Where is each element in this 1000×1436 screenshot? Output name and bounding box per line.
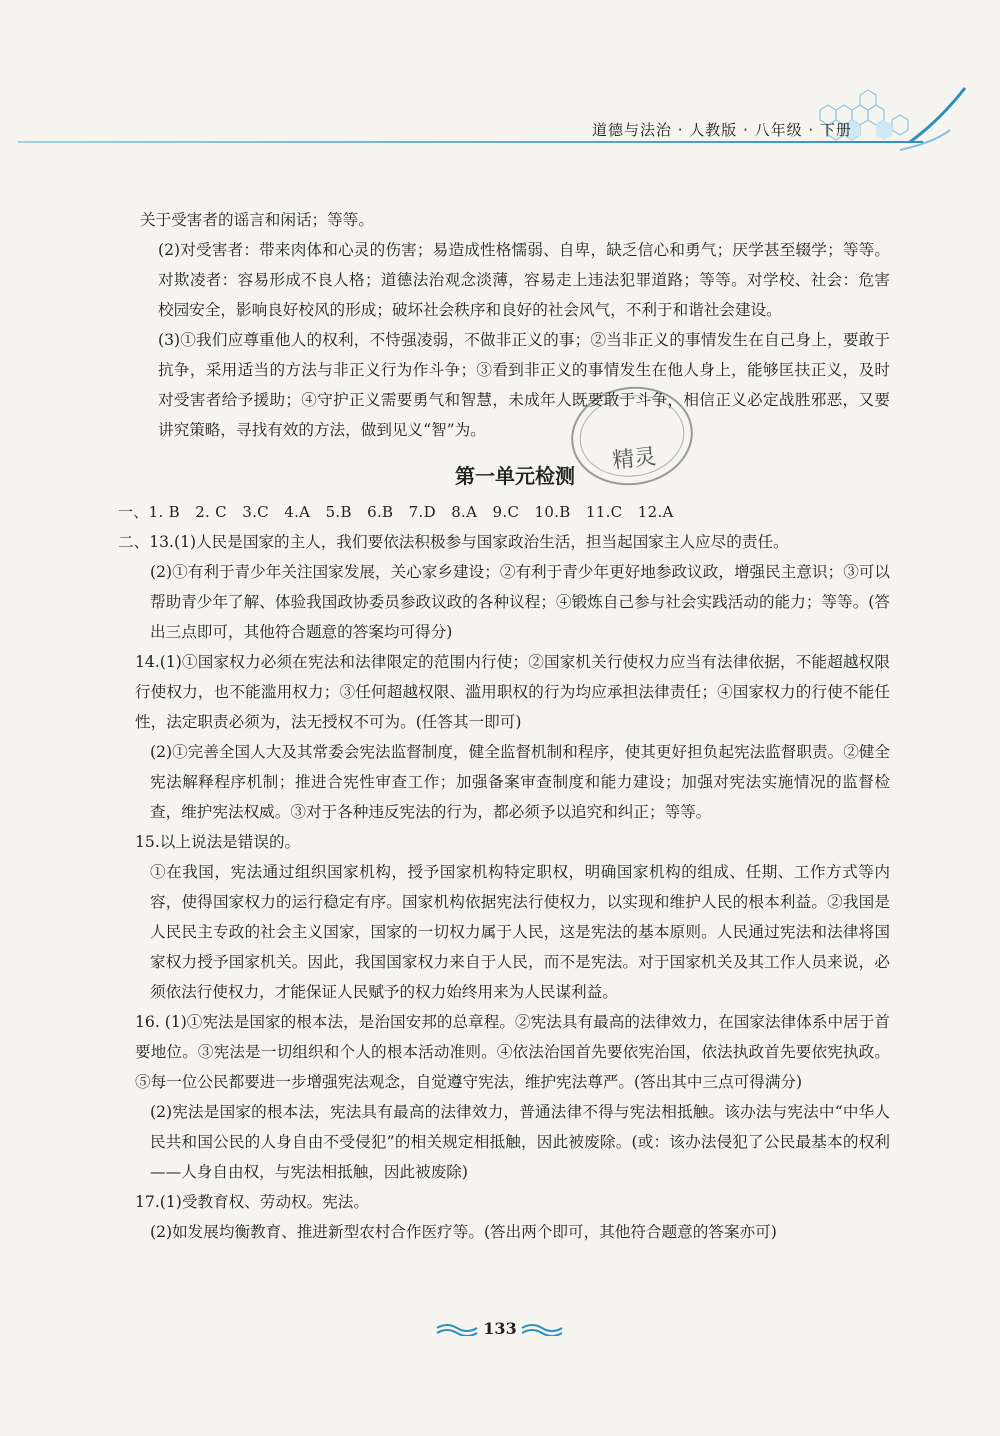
multiple-choice-answers: 一、1. B 2. C 3.C 4.A 5.B 6.B 7.D 8.A 9.C 10.B 11.C 12.A: [118, 503, 674, 521]
q14-part-1: 14.(1)①国家权力必须在宪法和法律限定的范围内行使；②国家机关行使权力应当有法律依据，不能超越权限行使权力，也不能滥用权力；③任何超越权限、滥用职权的行为均应承担法律责任；④国家权力的行使不能任性，法定职责必须为，法无授权不可为。(任答其一即可): [135, 653, 890, 731]
prev-answer-line-1: 关于受害者的谣言和闲话；等等。: [140, 211, 374, 229]
q16-part-2: (2)宪法是国家的根本法，宪法具有最高的法律效力，普通法律不得与宪法相抵触。该办法与宪法中“中华人民共和国公民的人身自由不受侵犯”的相关规定相抵触，因此被废除。(或：该办法侵犯了公民最基本的权利——人身自由权，与宪法相抵触，因此被废除): [150, 1103, 890, 1181]
page-number: 133: [483, 1319, 517, 1338]
stamp-label: 精灵: [611, 444, 658, 475]
q15-part-2: ①在我国，宪法通过组织国家机构，授予国家机构特定职权，明确国家机构的组成、任期、工作方式等内容，使得国家权力的运行稳定有序。国家机构依据宪法行使权力，以实现和维护人民的根本利益。②我国是人民民主专政的社会主义国家，国家的一切权力属于人民，这是宪法的基本原则。人民通过宪法和法律将国家权力授予国家机关。因此，我国国家权力来自于人民，而不是宪法。对于国家机关及其工作人员来说，必须依法行使权力，才能保证人民赋予的权力始终用来为人民谋利益。: [150, 863, 890, 1001]
prev-answer-part-3: (3)①我们应尊重他人的权利，不恃强凌弱，不做非正义的事；②当非正义的事情发生在自己身上，要敢于抗争，采用适当的方法与非正义行为作斗争；③看到非正义的事情发生在他人身上，能够匡扶正义，及时对受害者给予援助；④守护正义需要勇气和智慧，未成年人既要敢于斗争，相信正义必定战胜邪恶，又要讲究策略，寻找有效的方法，做到见义“智”为。: [158, 331, 890, 439]
q13-part-2: (2)①有利于青少年关注国家发展，关心家乡建设；②有利于青少年更好地参政议政，增强民主意识；③可以帮助青少年了解、体验我国政协委员参政议政的各种议程；④锻炼自己参与社会实践活动的能力；等等。(答出三点即可，其他符合题意的答案均可得分): [150, 563, 890, 641]
q17-part-2: (2)如发展均衡教育、推进新型农村合作医疗等。(答出两个即可，其他符合题意的答案亦可): [150, 1223, 777, 1241]
q15-part-1: 15.以上说法是错误的。: [135, 833, 301, 851]
q13-part-1: 二、13.(1)人民是国家的主人，我们要依法积极参与国家政治生活，担当起国家主人应尽的责任。: [118, 533, 789, 551]
q17-part-1: 17.(1)受教育权、劳动权。宪法。: [135, 1193, 370, 1211]
q16-part-1: 16. (1)①宪法是国家的根本法，是治国安邦的总章程。②宪法具有最高的法律效力，在国家法律体系中居于首要地位。③宪法是一切组织和个人的根本活动准则。④依法治国首先要依宪治国，依法执政首先要依宪执政。⑤每一位公民都要进一步增强宪法观念，自觉遵守宪法，维护宪法尊严。(答出其中三点可得满分): [135, 1013, 890, 1091]
q14-part-2: (2)①完善全国人大及其常委会宪法监督制度，健全监督机制和程序，使其更好担负起宪法监督职责。②健全宪法解释程序机制；推进合宪性审查工作；加强备案审查制度和能力建设；加强对宪法实施情况的监督检查，维护宪法权威。③对于各种违反宪法的行为，都必须予以追究和纠正；等等。: [150, 743, 890, 821]
answer-content: [118, 205, 890, 1247]
header-title: 道德与法治 · 人教版 · 八年级 · 下册: [592, 121, 852, 139]
header-rule: [18, 141, 923, 143]
unit-title: 第一单元检测: [455, 464, 575, 488]
wave-right-icon: [520, 1322, 565, 1336]
prev-answer-part-2: (2)对受害者：带来肉体和心灵的伤害；易造成性格懦弱、自卑，缺乏信心和勇气；厌学甚至辍学；等等。对欺凌者：容易形成不良人格；道德法治观念淡薄，容易走上违法犯罪道路；等等。对学校、社会：危害校园安全，影响良好校风的形成；破坏社会秩序和良好的社会风气，不利于和谐社会建设。: [158, 241, 890, 319]
